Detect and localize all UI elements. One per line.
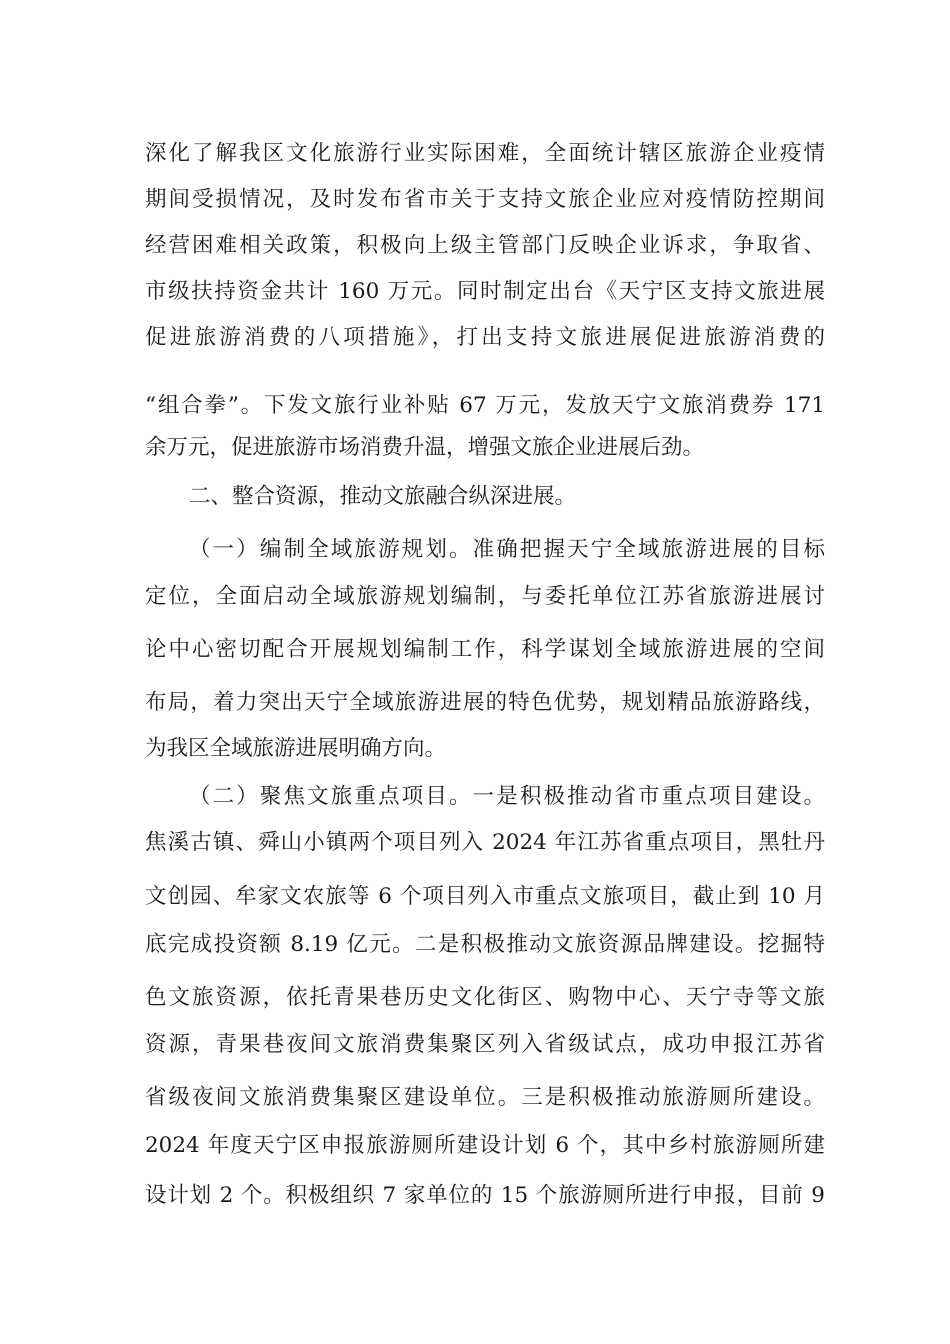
body-line: “组合拳”。下发文旅行业补贴 67 万元，发放天宁文旅消费券 171 <box>145 393 825 418</box>
section-heading: 二、整合资源，推动文旅融合纵深进展。 <box>189 484 577 509</box>
body-line: 底完成投资额 8.19 亿元。二是积极推动文旅资源品牌建设。挖掘特 <box>145 932 825 957</box>
body-line: 论中心密切配合开展规划编制工作，科学谋划全域旅游进展的空间 <box>145 637 825 662</box>
body-line: 期间受损情况，及时发布省市关于支持文旅企业应对疫情防控期间 <box>145 187 825 212</box>
body-line: 经营困难相关政策，积极向上级主管部门反映企业诉求，争取省、 <box>145 233 825 258</box>
body-line: 深化了解我区文化旅游行业实际困难，全面统计辖区旅游企业疫情 <box>145 141 825 166</box>
body-line: 设计划 2 个。积极组织 7 家单位的 15 个旅游厕所进行申报，目前 9 <box>145 1183 825 1208</box>
body-line: 促进旅游消费的八项措施》，打出支持文旅进展促进旅游消费的 <box>145 325 825 350</box>
subsection-heading-line: （二）聚焦文旅重点项目。一是积极推动省市重点项目建设。 <box>189 784 825 809</box>
body-line: 色文旅资源，依托青果巷历史文化街区、购物中心、天宁寺等文旅 <box>145 985 825 1010</box>
body-line: 布局，着力突出天宁全域旅游进展的特色优势，规划精品旅游路线， <box>145 690 825 715</box>
body-line: 定位，全面启动全域旅游规划编制，与委托单位江苏省旅游进展讨 <box>145 584 825 609</box>
body-line: 资源，青果巷夜间文旅消费集聚区列入省级试点，成功申报江苏省 <box>145 1032 825 1057</box>
body-line: 文创园、牟家文农旅等 6 个项目列入市重点文旅项目，截止到 10 月 <box>145 884 825 909</box>
body-line: 省级夜间文旅消费集聚区建设单位。三是积极推动旅游厕所建设。 <box>145 1085 825 1110</box>
body-line: 焦溪古镇、舜山小镇两个项目列入 2024 年江苏省重点项目，黑牡丹 <box>145 830 825 855</box>
body-line: 为我区全域旅游进展明确方向。 <box>145 736 447 761</box>
body-line: 市级扶持资金共计 160 万元。同时制定出台《天宁区支持文旅进展 <box>145 279 825 304</box>
body-line: 余万元，促进旅游市场消费升温，增强文旅企业进展后劲。 <box>145 435 705 460</box>
body-line: 2024 年度天宁区申报旅游厕所建设计划 6 个，其中乡村旅游厕所建 <box>145 1133 825 1158</box>
subsection-heading-line: （一）编制全域旅游规划。准确把握天宁全域旅游进展的目标 <box>189 537 825 562</box>
